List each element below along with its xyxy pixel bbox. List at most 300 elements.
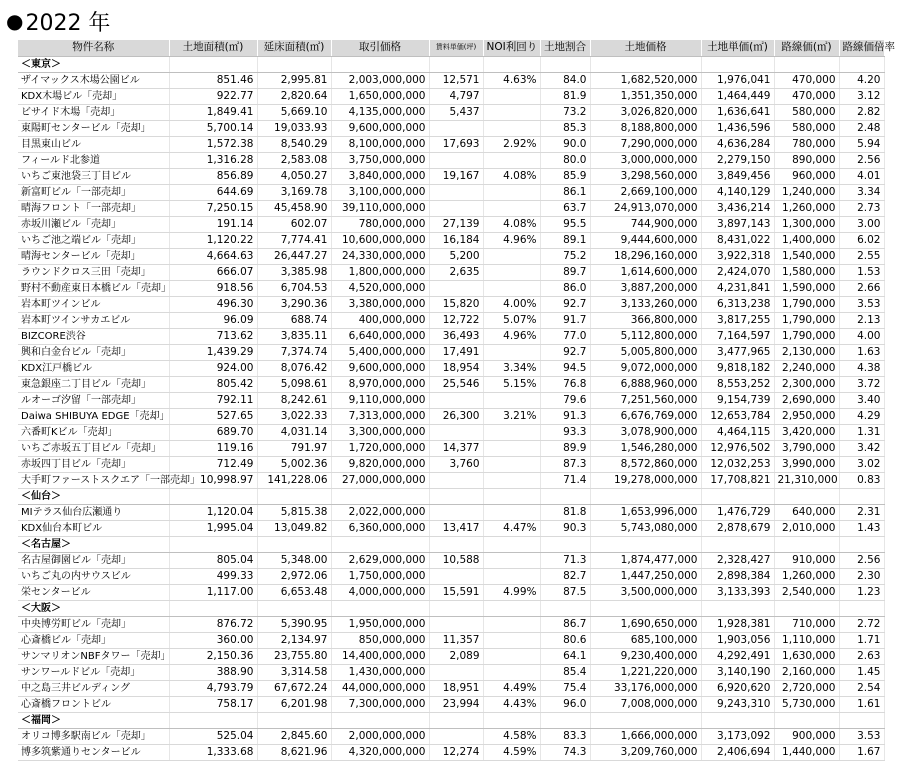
cell-rent-unit: 23,994 [429, 696, 483, 712]
cell-transaction-price: 780,000,000 [331, 216, 429, 232]
cell-noi-yield [483, 568, 540, 584]
cell-road-price: 910,000 [774, 552, 839, 568]
region-empty-cell [540, 488, 590, 504]
cell-road-price: 1,630,000 [774, 648, 839, 664]
cell-land-unit-price: 2,878,679 [701, 520, 774, 536]
cell-road-price: 2,720,000 [774, 680, 839, 696]
cell-land-ratio: 75.2 [540, 248, 590, 264]
cell-land-ratio: 76.8 [540, 376, 590, 392]
cell-land-ratio: 84.0 [540, 72, 590, 88]
header-land-price: 土地価格 [590, 40, 701, 56]
cell-land-ratio: 64.1 [540, 648, 590, 664]
cell-land-area: 666.07 [169, 264, 257, 280]
cell-land-ratio: 86.1 [540, 184, 590, 200]
cell-property-name: 中之島三井ビルディング [18, 680, 169, 696]
cell-floor-area: 6,653.48 [257, 584, 331, 600]
table-row [18, 696, 884, 712]
cell-noi-yield: 4.59% [483, 744, 540, 760]
cell-floor-area: 67,672.24 [257, 680, 331, 696]
cell-floor-area: 3,290.36 [257, 296, 331, 312]
cell-noi-yield [483, 200, 540, 216]
table-row [18, 584, 884, 600]
cell-noi-yield [483, 472, 540, 488]
cell-rent-unit [429, 664, 483, 680]
cell-noi-yield: 4.63% [483, 72, 540, 88]
region-row [18, 712, 884, 728]
table-row [18, 232, 884, 248]
cell-land-area: 499.33 [169, 568, 257, 584]
cell-land-ratio: 77.0 [540, 328, 590, 344]
cell-road-price-ratio: 4.20 [839, 72, 884, 88]
cell-road-price: 1,790,000 [774, 296, 839, 312]
cell-land-ratio: 89.7 [540, 264, 590, 280]
cell-property-name: 赤坂四丁目ビル「売却」 [18, 456, 169, 472]
cell-property-name: いちご赤坂五丁目ビル「売却」 [18, 440, 169, 456]
cell-land-unit-price: 1,976,041 [701, 72, 774, 88]
cell-land-unit-price: 6,313,238 [701, 296, 774, 312]
cell-property-name: 東陽町センタービル「売却」 [18, 120, 169, 136]
region-empty-cell [774, 536, 839, 552]
cell-transaction-price: 8,970,000,000 [331, 376, 429, 392]
cell-land-ratio: 80.6 [540, 632, 590, 648]
cell-floor-area: 2,134.97 [257, 632, 331, 648]
cell-road-price-ratio: 1.43 [839, 520, 884, 536]
cell-land-ratio: 71.4 [540, 472, 590, 488]
cell-noi-yield [483, 120, 540, 136]
cell-rent-unit: 3,760 [429, 456, 483, 472]
region-empty-cell [331, 712, 429, 728]
cell-land-price: 18,296,160,000 [590, 248, 701, 264]
cell-road-price: 1,590,000 [774, 280, 839, 296]
region-label: ＜福岡＞ [18, 712, 169, 728]
region-empty-cell [590, 712, 701, 728]
region-empty-cell [590, 536, 701, 552]
cell-road-price-ratio: 3.53 [839, 296, 884, 312]
table-row [18, 328, 884, 344]
cell-land-unit-price: 2,406,694 [701, 744, 774, 760]
cell-land-ratio: 80.0 [540, 152, 590, 168]
region-empty-cell [701, 536, 774, 552]
table-row [18, 152, 884, 168]
table-row [18, 568, 884, 584]
cell-property-name: 赤坂川瀬ビル「売却」 [18, 216, 169, 232]
cell-property-name: 心斎橋フロントビル [18, 696, 169, 712]
cell-road-price: 2,010,000 [774, 520, 839, 536]
table-row [18, 440, 884, 456]
cell-road-price-ratio: 3.02 [839, 456, 884, 472]
cell-land-price: 6,888,960,000 [590, 376, 701, 392]
cell-road-price: 580,000 [774, 120, 839, 136]
cell-floor-area: 8,621.96 [257, 744, 331, 760]
cell-noi-yield [483, 152, 540, 168]
table-row [18, 216, 884, 232]
cell-transaction-price: 1,650,000,000 [331, 88, 429, 104]
cell-transaction-price: 8,100,000,000 [331, 136, 429, 152]
cell-road-price: 3,420,000 [774, 424, 839, 440]
cell-land-unit-price: 1,476,729 [701, 504, 774, 520]
cell-noi-yield: 4.99% [483, 584, 540, 600]
cell-noi-yield [483, 264, 540, 280]
cell-land-price: 9,072,000,000 [590, 360, 701, 376]
cell-rent-unit: 5,200 [429, 248, 483, 264]
cell-transaction-price: 3,380,000,000 [331, 296, 429, 312]
cell-rent-unit: 17,491 [429, 344, 483, 360]
cell-noi-yield: 4.96% [483, 328, 540, 344]
cell-road-price-ratio: 4.00 [839, 328, 884, 344]
cell-road-price: 3,990,000 [774, 456, 839, 472]
table-row [18, 312, 884, 328]
cell-transaction-price: 1,950,000,000 [331, 616, 429, 632]
cell-land-unit-price: 2,424,070 [701, 264, 774, 280]
cell-rent-unit [429, 424, 483, 440]
table-row [18, 504, 884, 520]
cell-land-price: 8,572,860,000 [590, 456, 701, 472]
cell-transaction-price: 850,000,000 [331, 632, 429, 648]
header-property-name: 物件名称 [18, 40, 169, 56]
cell-floor-area: 2,845.60 [257, 728, 331, 744]
cell-land-area: 689.70 [169, 424, 257, 440]
cell-land-unit-price: 3,140,190 [701, 664, 774, 680]
cell-land-ratio: 90.3 [540, 520, 590, 536]
cell-road-price-ratio: 2.56 [839, 552, 884, 568]
cell-land-ratio: 89.9 [540, 440, 590, 456]
cell-floor-area: 602.07 [257, 216, 331, 232]
cell-land-ratio: 81.9 [540, 88, 590, 104]
cell-property-name: KDX仙台本町ビル [18, 520, 169, 536]
cell-land-price: 19,278,000,000 [590, 472, 701, 488]
cell-land-ratio: 74.3 [540, 744, 590, 760]
cell-land-area: 1,849.41 [169, 104, 257, 120]
cell-land-area: 924.00 [169, 360, 257, 376]
cell-property-name: いちご東池袋三丁目ビル [18, 168, 169, 184]
cell-noi-yield: 4.96% [483, 232, 540, 248]
cell-road-price-ratio: 6.02 [839, 232, 884, 248]
cell-transaction-price: 2,022,000,000 [331, 504, 429, 520]
cell-noi-yield [483, 392, 540, 408]
region-empty-cell [774, 712, 839, 728]
cell-road-price-ratio: 1.71 [839, 632, 884, 648]
table-row [18, 136, 884, 152]
cell-transaction-price: 3,840,000,000 [331, 168, 429, 184]
cell-land-ratio: 95.5 [540, 216, 590, 232]
cell-land-unit-price: 1,928,381 [701, 616, 774, 632]
cell-land-unit-price: 3,477,965 [701, 344, 774, 360]
cell-transaction-price: 2,629,000,000 [331, 552, 429, 568]
cell-transaction-price: 4,135,000,000 [331, 104, 429, 120]
cell-transaction-price: 1,800,000,000 [331, 264, 429, 280]
cell-noi-yield: 3.21% [483, 408, 540, 424]
region-empty-cell [701, 488, 774, 504]
cell-land-area: 388.90 [169, 664, 257, 680]
cell-road-price: 1,260,000 [774, 568, 839, 584]
cell-land-unit-price: 2,279,150 [701, 152, 774, 168]
cell-property-name: 栄センタービル [18, 584, 169, 600]
region-empty-cell [701, 712, 774, 728]
table-row [18, 520, 884, 536]
region-empty-cell [169, 488, 257, 504]
cell-floor-area: 26,447.27 [257, 248, 331, 264]
cell-land-ratio: 71.3 [540, 552, 590, 568]
cell-road-price-ratio: 3.00 [839, 216, 884, 232]
region-label: ＜名古屋＞ [18, 536, 169, 552]
cell-land-ratio: 87.3 [540, 456, 590, 472]
cell-transaction-price: 9,820,000,000 [331, 456, 429, 472]
cell-transaction-price: 10,600,000,000 [331, 232, 429, 248]
cell-property-name: ラウンドクロス三田「売却」 [18, 264, 169, 280]
region-empty-cell [590, 488, 701, 504]
cell-transaction-price: 400,000,000 [331, 312, 429, 328]
region-empty-cell [590, 600, 701, 616]
cell-rent-unit: 12,722 [429, 312, 483, 328]
cell-land-price: 3,026,820,000 [590, 104, 701, 120]
region-row [18, 56, 884, 72]
cell-road-price: 2,540,000 [774, 584, 839, 600]
cell-rent-unit [429, 152, 483, 168]
cell-road-price: 580,000 [774, 104, 839, 120]
cell-road-price: 1,540,000 [774, 248, 839, 264]
cell-noi-yield [483, 504, 540, 520]
region-empty-cell [701, 56, 774, 72]
cell-rent-unit [429, 280, 483, 296]
cell-land-unit-price: 3,897,143 [701, 216, 774, 232]
cell-noi-yield [483, 424, 540, 440]
cell-transaction-price: 24,330,000,000 [331, 248, 429, 264]
cell-transaction-price: 3,300,000,000 [331, 424, 429, 440]
cell-land-area: 1,439.29 [169, 344, 257, 360]
cell-noi-yield: 5.07% [483, 312, 540, 328]
cell-land-area: 713.62 [169, 328, 257, 344]
cell-floor-area: 6,704.53 [257, 280, 331, 296]
cell-floor-area: 2,995.81 [257, 72, 331, 88]
cell-land-area: 851.46 [169, 72, 257, 88]
cell-land-unit-price: 2,898,384 [701, 568, 774, 584]
cell-floor-area: 5,815.38 [257, 504, 331, 520]
region-label: ＜東京＞ [18, 56, 169, 72]
table-row [18, 248, 884, 264]
table-row [18, 456, 884, 472]
cell-transaction-price: 9,600,000,000 [331, 360, 429, 376]
cell-land-area: 805.42 [169, 376, 257, 392]
cell-noi-yield: 2.92% [483, 136, 540, 152]
cell-road-price-ratio: 3.42 [839, 440, 884, 456]
cell-land-area: 191.14 [169, 216, 257, 232]
region-empty-cell [839, 600, 884, 616]
cell-land-area: 856.89 [169, 168, 257, 184]
cell-land-ratio: 86.7 [540, 616, 590, 632]
cell-noi-yield [483, 616, 540, 632]
cell-rent-unit [429, 120, 483, 136]
cell-rent-unit [429, 392, 483, 408]
cell-land-price: 9,444,600,000 [590, 232, 701, 248]
cell-land-area: 4,793.79 [169, 680, 257, 696]
cell-land-price: 3,133,260,000 [590, 296, 701, 312]
cell-transaction-price: 44,000,000,000 [331, 680, 429, 696]
cell-land-ratio: 85.4 [540, 664, 590, 680]
header-floor-area: 延床面積(㎡) [257, 40, 331, 56]
cell-property-name: 博多筑紫通りセンタービル [18, 744, 169, 760]
table-row [18, 552, 884, 568]
cell-rent-unit: 4,797 [429, 88, 483, 104]
cell-rent-unit: 17,693 [429, 136, 483, 152]
cell-land-ratio: 73.2 [540, 104, 590, 120]
cell-floor-area: 5,002.36 [257, 456, 331, 472]
cell-property-name: いちご丸の内サウスビル [18, 568, 169, 584]
cell-road-price-ratio: 3.72 [839, 376, 884, 392]
table-row [18, 120, 884, 136]
cell-road-price-ratio: 1.61 [839, 696, 884, 712]
cell-road-price: 640,000 [774, 504, 839, 520]
cell-land-ratio: 92.7 [540, 296, 590, 312]
cell-land-area: 525.04 [169, 728, 257, 744]
region-empty-cell [429, 56, 483, 72]
cell-property-name: 中央博労町ビル「売却」 [18, 616, 169, 632]
region-empty-cell [169, 536, 257, 552]
cell-noi-yield: 4.08% [483, 216, 540, 232]
cell-road-price: 470,000 [774, 72, 839, 88]
cell-transaction-price: 2,000,000,000 [331, 728, 429, 744]
cell-floor-area: 3,022.33 [257, 408, 331, 424]
region-empty-cell [169, 56, 257, 72]
cell-transaction-price: 14,400,000,000 [331, 648, 429, 664]
cell-floor-area: 2,972.06 [257, 568, 331, 584]
cell-property-name: 岩本町ツインビル [18, 296, 169, 312]
cell-road-price-ratio: 3.40 [839, 392, 884, 408]
cell-transaction-price: 1,720,000,000 [331, 440, 429, 456]
cell-road-price-ratio: 2.63 [839, 648, 884, 664]
region-empty-cell [839, 56, 884, 72]
cell-land-unit-price: 1,436,596 [701, 120, 774, 136]
cell-road-price-ratio: 1.53 [839, 264, 884, 280]
cell-road-price-ratio: 2.31 [839, 504, 884, 520]
cell-rent-unit: 13,417 [429, 520, 483, 536]
cell-noi-yield [483, 632, 540, 648]
cell-floor-area: 688.74 [257, 312, 331, 328]
cell-road-price-ratio: 2.56 [839, 152, 884, 168]
cell-rent-unit: 2,635 [429, 264, 483, 280]
cell-land-price: 685,100,000 [590, 632, 701, 648]
header-land-unit-price: 土地単価(㎡) [701, 40, 774, 56]
region-empty-cell [257, 712, 331, 728]
region-empty-cell [257, 536, 331, 552]
cell-rent-unit: 36,493 [429, 328, 483, 344]
table-row [18, 744, 884, 760]
cell-land-unit-price: 12,976,502 [701, 440, 774, 456]
cell-rent-unit: 18,954 [429, 360, 483, 376]
cell-road-price: 2,160,000 [774, 664, 839, 680]
cell-rent-unit [429, 728, 483, 744]
cell-transaction-price: 4,000,000,000 [331, 584, 429, 600]
cell-road-price: 1,790,000 [774, 328, 839, 344]
cell-land-price: 5,005,800,000 [590, 344, 701, 360]
cell-property-name: Daiwa SHIBUYA EDGE「売却」 [18, 408, 169, 424]
cell-road-price: 900,000 [774, 728, 839, 744]
cell-land-price: 7,290,000,000 [590, 136, 701, 152]
cell-land-price: 3,000,000,000 [590, 152, 701, 168]
cell-land-price: 1,447,250,000 [590, 568, 701, 584]
cell-property-name: 大手町ファーストスクエア「一部売却」 [18, 472, 169, 488]
cell-property-name: 興和白金台ビル「売却」 [18, 344, 169, 360]
region-label: ＜大阪＞ [18, 600, 169, 616]
cell-land-unit-price: 3,133,393 [701, 584, 774, 600]
cell-floor-area: 141,228.06 [257, 472, 331, 488]
cell-land-area: 918.56 [169, 280, 257, 296]
cell-property-name: KDX木場ビル「売却」 [18, 88, 169, 104]
cell-land-ratio: 79.6 [540, 392, 590, 408]
region-empty-cell [429, 712, 483, 728]
cell-land-price: 744,900,000 [590, 216, 701, 232]
cell-property-name: KDX江戸橋ビル [18, 360, 169, 376]
cell-land-ratio: 87.5 [540, 584, 590, 600]
cell-road-price-ratio: 2.48 [839, 120, 884, 136]
cell-land-area: 1,333.68 [169, 744, 257, 760]
cell-land-unit-price: 9,243,310 [701, 696, 774, 712]
cell-floor-area: 13,049.82 [257, 520, 331, 536]
cell-rent-unit: 12,571 [429, 72, 483, 88]
cell-transaction-price: 1,750,000,000 [331, 568, 429, 584]
cell-road-price-ratio: 3.53 [839, 728, 884, 744]
cell-land-unit-price: 4,231,841 [701, 280, 774, 296]
table-row [18, 280, 884, 296]
table-row [18, 616, 884, 632]
cell-land-ratio: 93.3 [540, 424, 590, 440]
cell-floor-area: 7,374.74 [257, 344, 331, 360]
cell-land-area: 712.49 [169, 456, 257, 472]
table-row [18, 72, 884, 88]
cell-property-name: ザイマックス木場公園ビル [18, 72, 169, 88]
cell-land-ratio: 96.0 [540, 696, 590, 712]
cell-land-area: 7,250.15 [169, 200, 257, 216]
cell-land-area: 10,998.97 [169, 472, 257, 488]
cell-floor-area: 8,076.42 [257, 360, 331, 376]
cell-land-unit-price: 3,436,214 [701, 200, 774, 216]
table-header-row [18, 40, 884, 56]
cell-road-price-ratio: 5.94 [839, 136, 884, 152]
cell-land-area: 4,664.63 [169, 248, 257, 264]
cell-rent-unit [429, 504, 483, 520]
cell-land-unit-price: 4,292,491 [701, 648, 774, 664]
table-row [18, 88, 884, 104]
cell-floor-area: 7,774.41 [257, 232, 331, 248]
cell-land-ratio: 82.7 [540, 568, 590, 584]
cell-land-area: 119.16 [169, 440, 257, 456]
cell-land-ratio: 85.9 [540, 168, 590, 184]
table-row [18, 264, 884, 280]
cell-noi-yield [483, 664, 540, 680]
cell-floor-area: 4,050.27 [257, 168, 331, 184]
region-empty-cell [331, 536, 429, 552]
region-empty-cell [483, 712, 540, 728]
cell-land-area: 5,700.14 [169, 120, 257, 136]
cell-road-price: 2,950,000 [774, 408, 839, 424]
cell-land-area: 1,572.38 [169, 136, 257, 152]
table-row [18, 408, 884, 424]
cell-land-unit-price: 7,164,597 [701, 328, 774, 344]
cell-land-ratio: 91.3 [540, 408, 590, 424]
cell-road-price: 1,260,000 [774, 200, 839, 216]
cell-property-name: BIZCORE渋谷 [18, 328, 169, 344]
cell-property-name: オリコ博多駅南ビル「売却」 [18, 728, 169, 744]
cell-land-area: 496.30 [169, 296, 257, 312]
cell-noi-yield [483, 280, 540, 296]
region-empty-cell [839, 488, 884, 504]
cell-land-ratio: 86.0 [540, 280, 590, 296]
cell-noi-yield: 3.34% [483, 360, 540, 376]
cell-land-price: 3,078,900,000 [590, 424, 701, 440]
cell-road-price-ratio: 1.23 [839, 584, 884, 600]
cell-land-unit-price: 17,708,821 [701, 472, 774, 488]
cell-road-price: 2,690,000 [774, 392, 839, 408]
cell-property-name: 新富町ビル「一部売却」 [18, 184, 169, 200]
